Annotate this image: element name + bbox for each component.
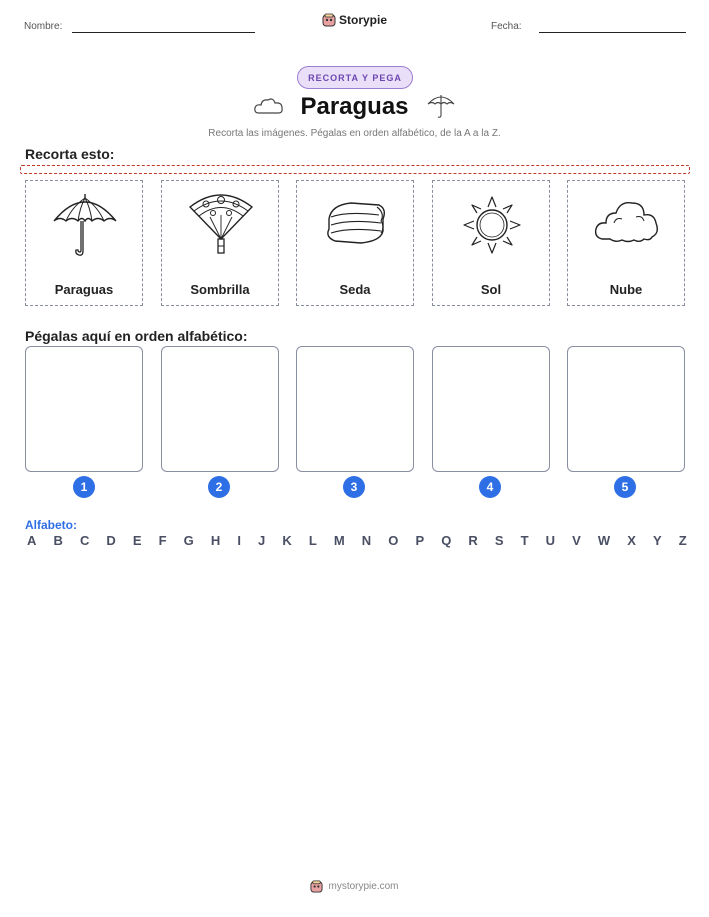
umbrella-icon	[426, 92, 456, 120]
alphabet-letter: F	[158, 533, 167, 548]
alphabet-letter: T	[520, 533, 529, 548]
slot-number-badge: 1	[73, 476, 95, 498]
alphabet-letter: A	[27, 533, 37, 548]
alphabet-letter: X	[627, 533, 636, 548]
slot-number-badge: 2	[208, 476, 230, 498]
paste-box-3[interactable]	[296, 346, 414, 472]
name-line	[72, 32, 255, 33]
alphabet-letter: V	[572, 533, 581, 548]
brand-logo	[322, 13, 387, 27]
alphabet-letter: B	[53, 533, 63, 548]
cutout-card-seda[interactable]	[296, 180, 414, 306]
card-label: Sombrilla	[190, 282, 250, 297]
storypie-mascot-icon	[322, 13, 336, 27]
alphabet-letter: G	[183, 533, 194, 548]
paste-box-4[interactable]	[432, 346, 550, 472]
date-line	[539, 32, 686, 33]
brand-name: Storypie	[339, 13, 388, 27]
alphabet-letter: D	[106, 533, 116, 548]
alphabet-letter: E	[132, 533, 142, 548]
paste-box-5[interactable]	[567, 346, 685, 472]
alphabet-letter: M	[333, 533, 345, 548]
alphabet-title: Alfabeto:	[25, 518, 77, 532]
alphabet-row	[27, 533, 687, 548]
alphabet-letter: O	[388, 533, 399, 548]
cutout-card-sombrilla[interactable]	[161, 180, 279, 306]
sun-icon	[457, 189, 527, 259]
cloud-icon	[592, 189, 662, 259]
footer	[0, 880, 709, 893]
alphabet-letter: J	[258, 533, 266, 548]
cutout-card-sol[interactable]	[432, 180, 550, 306]
paste-heading: Pégalas aquí en orden alfabético:	[25, 328, 248, 344]
folded-silk-icon	[321, 189, 391, 259]
activity-badge: RECORTA Y PEGA	[297, 66, 413, 89]
alphabet-letter: I	[237, 533, 241, 548]
card-label: Paraguas	[54, 282, 114, 297]
alphabet-letter: N	[361, 533, 372, 548]
alphabet-letter: U	[545, 533, 556, 548]
storypie-mascot-icon	[310, 880, 323, 893]
slot-number-badge: 5	[614, 476, 636, 498]
alphabet-letter: R	[468, 533, 478, 548]
hand-fan-icon	[186, 189, 256, 259]
alphabet-letter: Q	[441, 533, 452, 548]
alphabet-letter: K	[282, 533, 292, 548]
card-label: Nube	[609, 282, 643, 297]
alphabet-letter: C	[79, 533, 90, 548]
alphabet-letter: S	[494, 533, 504, 548]
card-label: Seda	[339, 282, 371, 297]
paste-box-2[interactable]	[161, 346, 279, 472]
alphabet-letter: H	[210, 533, 221, 548]
alphabet-letter: P	[415, 533, 425, 548]
footer-url: mystorypie.com	[328, 881, 399, 892]
alphabet-letter: Y	[652, 533, 662, 548]
slot-number-badge: 3	[343, 476, 365, 498]
slot-number-badge: 4	[479, 476, 501, 498]
alphabet-letter: Z	[678, 533, 687, 548]
paste-box-1[interactable]	[25, 346, 143, 472]
umbrella-icon	[50, 189, 120, 259]
instructions: Recorta las imágenes. Pégalas en orden alfabético, de la A a la Z.	[208, 128, 501, 139]
cut-heading: Recorta esto:	[25, 146, 115, 162]
page-title: Paraguas	[300, 93, 409, 120]
cut-guide-line	[20, 165, 690, 174]
cutout-card-paraguas[interactable]	[25, 180, 143, 306]
card-label: Sol	[480, 282, 502, 297]
cutout-card-nube[interactable]	[567, 180, 685, 306]
alphabet-letter: W	[597, 533, 611, 548]
name-label: Nombre:	[24, 21, 63, 32]
date-label: Fecha:	[491, 21, 522, 32]
alphabet-letter: L	[308, 533, 317, 548]
